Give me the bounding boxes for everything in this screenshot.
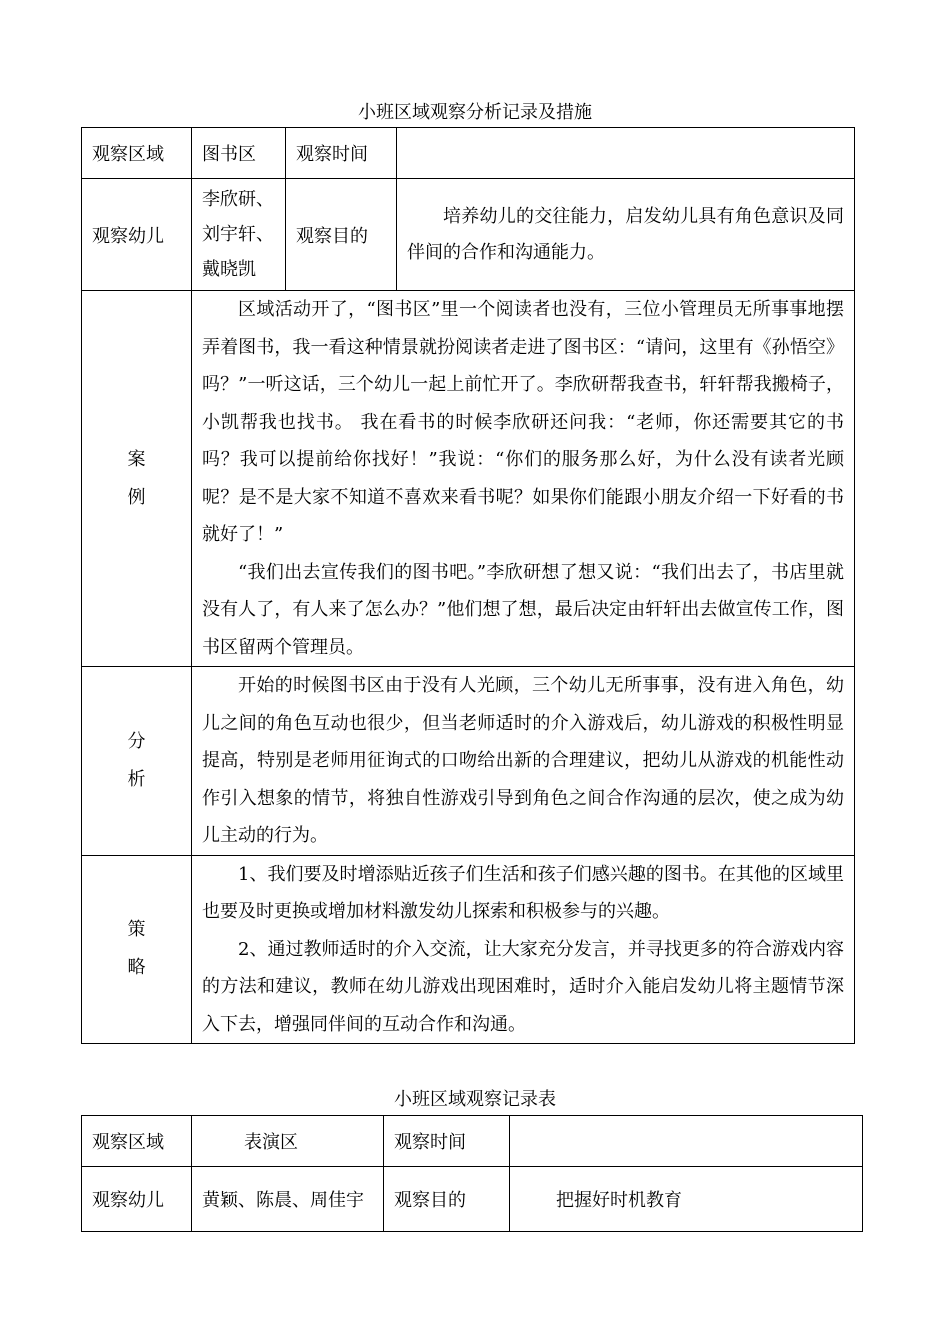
observe-goal-value: 把握好时机教育 [510, 1167, 863, 1232]
observation-record-table [81, 1115, 863, 1232]
label-observe-children: 观察幼儿 [82, 179, 192, 291]
observe-goal-value [397, 179, 855, 291]
label-observe-area: 观察区域 [82, 128, 192, 179]
strategy-content [192, 855, 855, 1044]
label-observe-area: 观察区域 [82, 1116, 192, 1167]
child-name: 戴晓凯 [202, 259, 256, 280]
case-label-char: 例 [127, 486, 146, 508]
strategy-label [82, 855, 192, 1044]
label-observe-time: 观察时间 [286, 128, 397, 179]
observe-children-value [192, 179, 286, 291]
observe-area-value: 表演区 [192, 1116, 384, 1167]
label-observe-children: 观察幼儿 [82, 1167, 192, 1232]
case-paragraph: 区域活动开了，“图书区”里一个阅读者也没有，三位小管理员无所事事地摆弄着图书，我一看这种情景就扮阅读者走进了图书区：“请问，这里有《孙悟空》吗？”一听这话，三个幼儿一起上前忙开了。李欣研帮我查书，轩轩帮我搬椅子，小凯帮我也找书。 我在看书的时候李欣研还问我：“老师，你还需要其它的书吗？我可以提前给你找好！”我说：“你们的服务那么好，为什么没有读者光顾呢？是不是大家不知道不喜欢来看书呢？如果你们能跟小朋友介绍一下好看的书就好了！” [202, 299, 844, 545]
label-observe-time: 观察时间 [384, 1116, 510, 1167]
case-label [82, 291, 192, 667]
child-name: 刘宇轩、 [202, 224, 274, 245]
case-paragraph: “我们出去宣传我们的图书吧。”李欣研想了想又说：“我们出去了，书店里就没有人了，有人来了怎么办？”他们想了想，最后决定由轩轩出去做宣传工作，图书区留两个管理员。 [202, 561, 844, 658]
strategy-label-char: 策 [127, 919, 146, 941]
page-title-record: 小班区域观察记录表 [394, 1089, 556, 1110]
observe-area-value: 图书区 [192, 128, 286, 179]
goal-text: 培养幼儿的交往能力，启发幼儿具有角色意识及同伴间的合作和沟通能力。 [407, 205, 844, 263]
observe-time-value [397, 128, 855, 179]
observe-time-value [510, 1116, 863, 1167]
label-observe-goal: 观察目的 [384, 1167, 510, 1232]
strategy-label-char: 略 [127, 957, 146, 979]
child-name: 李欣研、 [202, 189, 274, 210]
analysis-label [82, 667, 192, 856]
case-content [192, 291, 855, 667]
analysis-label-char: 析 [127, 768, 146, 790]
analysis-content [192, 667, 855, 856]
analysis-record-table [81, 127, 855, 1044]
strategy-paragraph: 2、通过教师适时的介入交流，让大家充分发言，并寻找更多的符合游戏内容的方法和建议，教师在幼儿游戏出现困难时，适时介入能启发幼儿将主题情节深入下去，增强同伴间的互动合作和沟通。 [202, 938, 844, 1035]
analysis-paragraph: 开始的时候图书区由于没有人光顾，三个幼儿无所事事，没有进入角色，幼儿之间的角色互动也很少，但当老师适时的介入游戏后，幼儿游戏的积极性明显提高，特别是老师用征询式的口吻给出新的合理建议，把幼儿从游戏的机能性动作引入想象的情节，将独自性游戏引导到角色之间合作沟通的层次，使之成为幼儿主动的行为。 [202, 675, 844, 846]
strategy-paragraph: 1、我们要及时增添贴近孩子们生活和孩子们感兴趣的图书。在其他的区域里也要及时更换或增加材料激发幼儿探索和积极参与的兴趣。 [202, 863, 844, 922]
page-title-analysis: 小班区域观察分析记录及措施 [358, 102, 592, 123]
label-observe-goal: 观察目的 [286, 179, 397, 291]
case-label-char: 案 [127, 448, 146, 470]
observe-children-value: 黄颖、陈晨、周佳宇 [192, 1167, 384, 1232]
analysis-label-char: 分 [127, 730, 146, 752]
